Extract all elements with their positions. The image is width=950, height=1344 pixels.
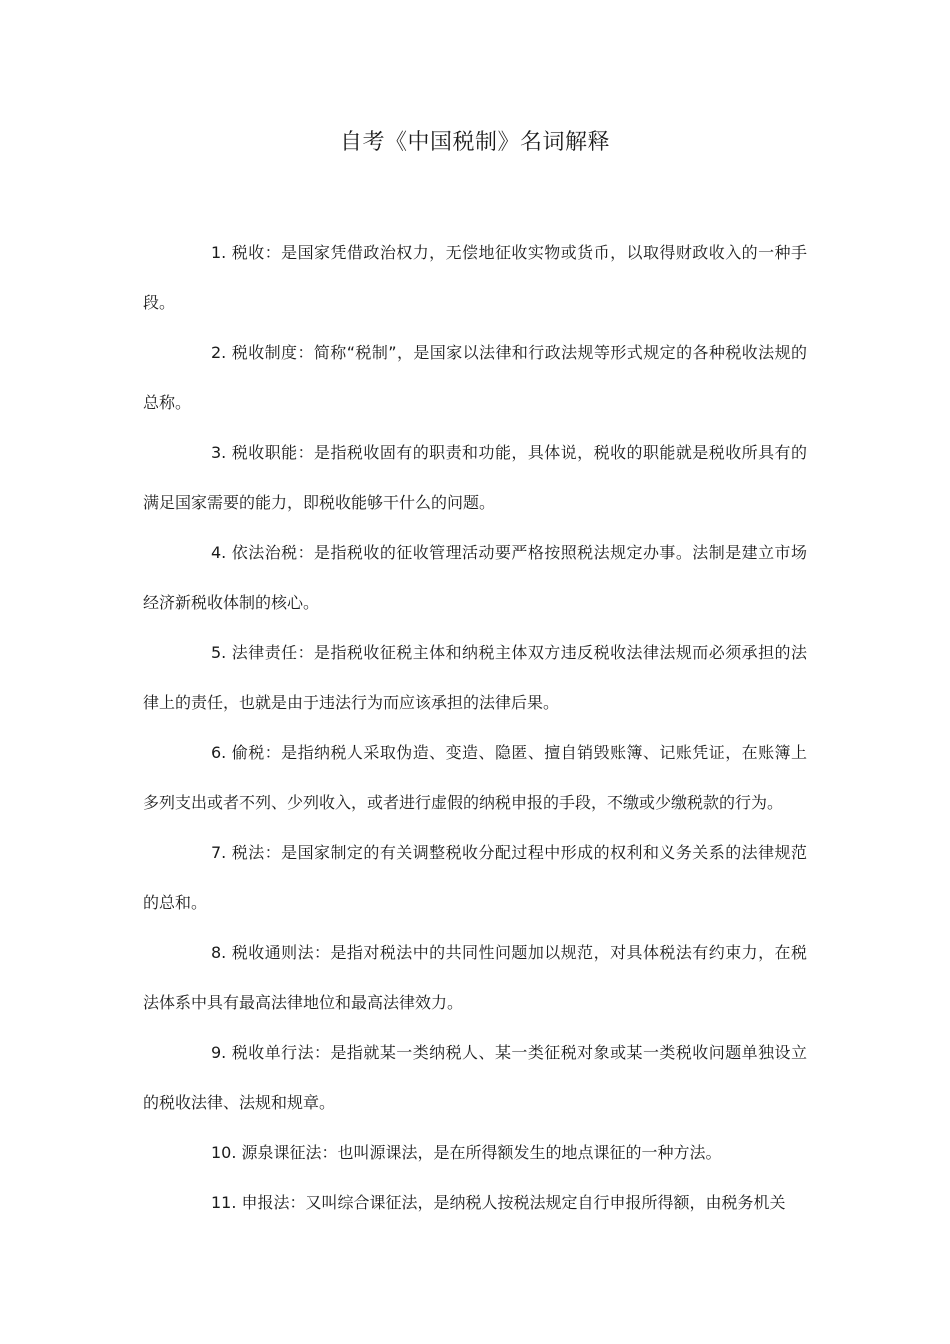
definition-entry-9: 9. 税收单行法：是指就某一类纳税人、某一类征税对象或某一类税收问题单独设立的税收法律、法规和规章。 xyxy=(143,1043,807,1112)
definition-entry-11: 11. 申报法：又叫综合课征法，是纳税人按税法规定自行申报所得额，由税务机关 xyxy=(211,1193,786,1212)
definition-entry-7: 7. 税法：是国家制定的有关调整税收分配过程中形成的权利和义务关系的法律规范的总和。 xyxy=(143,843,807,912)
document-title: 自考《中国税制》名词解释 xyxy=(339,130,610,155)
definition-entry-4: 4. 依法治税：是指税收的征收管理活动要严格按照税法规定办事。法制是建立市场经济新税收体制的核心。 xyxy=(143,543,807,612)
definition-entry-10: 10. 源泉课征法：也叫源课法，是在所得额发生的地点课征的一种方法。 xyxy=(211,1143,722,1162)
definition-entry-1: 1. 税收：是国家凭借政治权力，无偿地征收实物或货币，以取得财政收入的一种手段。 xyxy=(143,243,807,312)
definition-entry-8: 8. 税收通则法：是指对税法中的共同性问题加以规范，对具体税法有约束力，在税法体系中具有最高法律地位和最高法律效力。 xyxy=(143,943,807,1012)
definition-entry-6: 6. 偷税：是指纳税人采取伪造、变造、隐匿、擅自销毁账簿、记账凭证，在账簿上多列支出或者不列、少列收入，或者进行虚假的纳税申报的手段，不缴或少缴税款的行为。 xyxy=(143,743,807,812)
definition-entry-2: 2. 税收制度：简称“税制”，是国家以法律和行政法规等形式规定的各种税收法规的总称。 xyxy=(143,343,807,412)
definition-entry-3: 3. 税收职能：是指税收固有的职责和功能，具体说，税收的职能就是税收所具有的满足国家需要的能力，即税收能够干什么的问题。 xyxy=(143,443,807,512)
definition-entry-5: 5. 法律责任：是指税收征税主体和纳税主体双方违反税收法律法规而必须承担的法律上的责任，也就是由于违法行为而应该承担的法律后果。 xyxy=(143,643,807,712)
definition-list xyxy=(143,228,807,1228)
